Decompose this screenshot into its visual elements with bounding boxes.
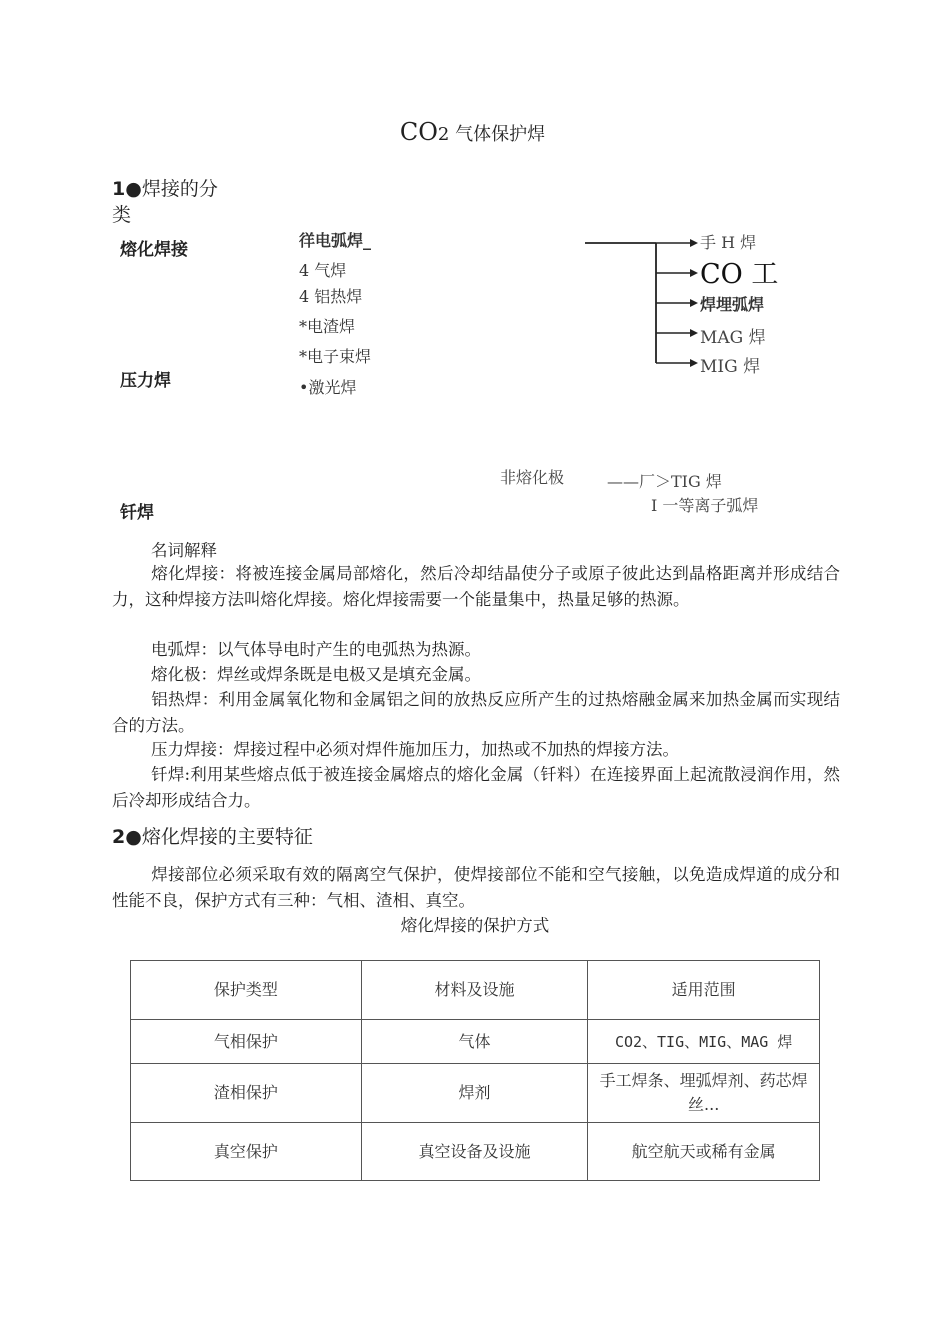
table-cell: 真空设备及设施 (361, 1123, 588, 1181)
definition-fusion: 熔化焊接：将被连接金属局部熔化，然后冷却结晶使分子或原子彼此达到晶格距离并形成结合力，这种焊接方法叫熔化焊接。熔化焊接需要一个能量集中，热量足够的热源。 (112, 564, 840, 609)
table-row (131, 1123, 820, 1181)
non-consumable-label: 非熔化极 (500, 468, 565, 487)
arc-subtype-mig: MIG 焊 (700, 357, 761, 377)
arc-subtype-submerged: 焊埋弧焊 (700, 295, 765, 314)
definition-thermite: 铝热焊：利用金属氧化物和金属铝之间的放热反应所产生的过热熔融金属来加热金属而实现结合的方法。 (112, 690, 840, 735)
arc-subtype-manual: 手 H 焊 (700, 233, 757, 252)
fusion-method-gas: 4 气焊 (299, 261, 347, 280)
fusion-method-laser: •激光焊 (299, 378, 357, 397)
page-title: CO2 气体保护焊 (399, 118, 546, 146)
table-cell: CO2、TIG、MIG、MAG 焊 (588, 1020, 820, 1064)
table-cell: 气体 (361, 1020, 588, 1064)
fusion-method-electroslag: *电渣焊 (299, 317, 356, 336)
section-1-heading: 1●焊接的分 (112, 178, 218, 200)
definition-arc: 电弧焊：以气体导电时产生的电弧热为热源。 (151, 640, 481, 659)
table-cell: 焊剂 (361, 1064, 588, 1123)
brazing-label: 钎焊 (120, 503, 154, 523)
definition-pressure: 压力焊接：焊接过程中必须对焊件施加压力，加热或不加热的焊接方法。 (151, 740, 679, 759)
table-cell: 真空保护 (131, 1123, 362, 1181)
section-2-heading: 2●熔化焊接的主要特征 (112, 826, 313, 848)
table-row (131, 1064, 820, 1123)
arc-subtype-bracket (580, 235, 710, 375)
definition-electrode: 熔化极：焊丝或焊条既是电极又是填充金属。 (151, 665, 481, 684)
table-cell: 渣相保护 (131, 1064, 362, 1123)
table-cell: 航空航天或稀有金属 (588, 1123, 820, 1181)
table-caption: 熔化焊接的保护方式 (400, 916, 550, 935)
non-consumable-plasma: I 一等离子弧焊 (651, 496, 759, 515)
table-cell: 手工焊条、埋弧焊剂、药芯焊丝... (588, 1064, 820, 1123)
arc-subtype-co2: CO 工 (700, 259, 779, 290)
section-1-heading-cont: 类 (112, 204, 132, 226)
fusion-welding-label: 熔化焊接 (120, 240, 188, 260)
table-row (131, 1020, 820, 1064)
table-header: 适用范围 (588, 961, 820, 1020)
table-cell: 气相保护 (131, 1020, 362, 1064)
definition-brazing: 钎焊:利用某些熔点低于被连接金属熔点的熔化金属（钎料）在连接界面上起流散浸润作用，然后冷却形成结合力。 (112, 765, 840, 810)
protection-table (130, 960, 820, 1181)
fusion-method-electron-beam: *电子束焊 (299, 347, 372, 366)
table-header-row (131, 961, 820, 1020)
section-2-paragraph: 焊接部位必须采取有效的隔离空气保护，使焊接部位不能和空气接触，以免造成焊道的成分和性能不良，保护方式有三种：气相、渣相、真空。 (112, 865, 840, 910)
definitions-heading: 名词解释 (151, 541, 217, 560)
pressure-welding-label: 压力焊 (120, 371, 171, 391)
table-header: 保护类型 (131, 961, 362, 1020)
table-header: 材料及设施 (361, 961, 588, 1020)
fusion-method-arc: 徉电弧焊_ (299, 231, 372, 250)
fusion-method-thermite: 4 铝热焊 (299, 287, 363, 306)
non-consumable-tig: ——厂＞TIG 焊 (607, 472, 722, 491)
arc-subtype-mag: MAG 焊 (700, 328, 766, 348)
